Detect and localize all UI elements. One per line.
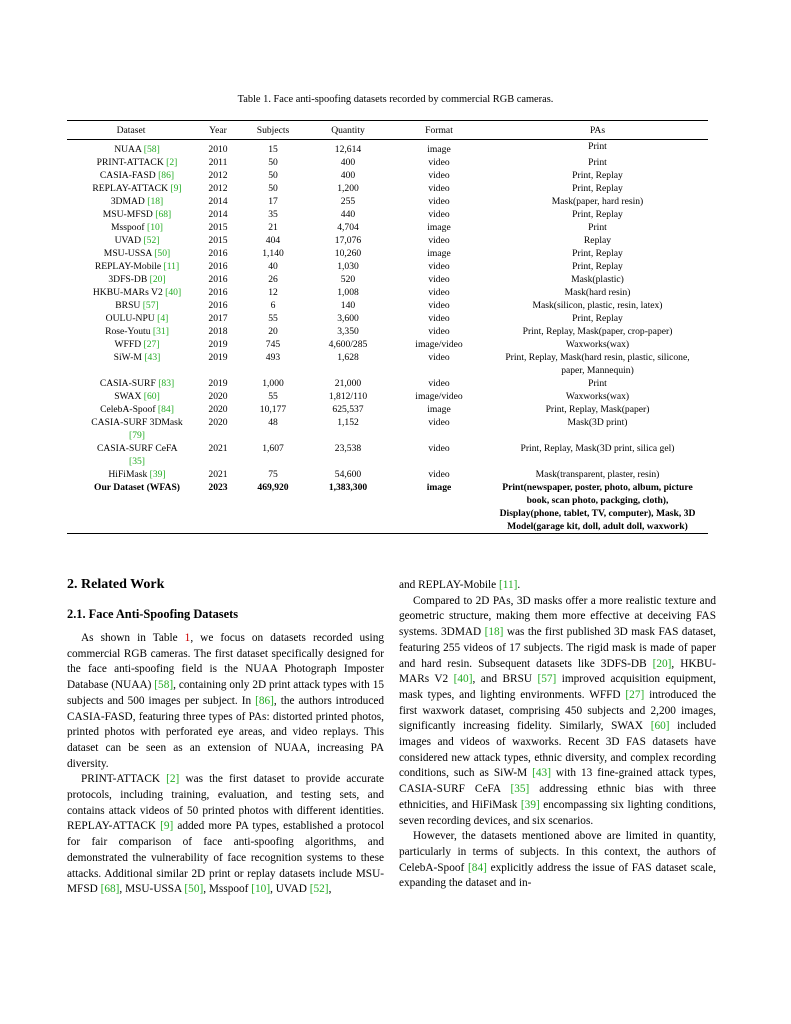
cell-format: video — [428, 196, 450, 207]
dataset-name: CASIA-SURF — [99, 378, 156, 389]
citation-link[interactable]: [60] — [650, 720, 670, 733]
cell-year: 2020 — [208, 391, 228, 402]
citation-link[interactable]: [27] — [143, 339, 160, 350]
citation-link[interactable]: [84] — [157, 404, 174, 415]
cell-dataset — [67, 182, 195, 195]
table-row — [67, 299, 708, 312]
cell-dataset — [67, 273, 195, 286]
text-span: explicitly address the issue of FAS dataset scale, expanding the dataset and in- — [399, 861, 716, 890]
cell-subjects: 50 — [268, 183, 278, 194]
datasets-table — [67, 120, 708, 534]
text-span: , UVAD — [270, 883, 310, 896]
text-span: , and BRSU — [472, 673, 538, 686]
paragraph — [67, 631, 384, 772]
citation-link[interactable]: [50] — [184, 883, 204, 896]
citation-link[interactable]: [83] — [158, 378, 175, 389]
cell-year: 2016 — [208, 248, 228, 259]
cell-pas: Print, Replay — [572, 313, 623, 324]
text-span: , Msspoof — [203, 883, 252, 896]
cell-year: 2020 — [208, 417, 228, 428]
citation-link[interactable]: [68] — [155, 209, 172, 220]
table-row — [67, 182, 708, 195]
cell-quantity: 1,628 — [337, 352, 359, 363]
table-row — [67, 377, 708, 390]
citation-link[interactable]: [60] — [143, 391, 160, 402]
cell-year: 2016 — [208, 274, 228, 285]
dataset-name: CASIA-FASD — [99, 170, 156, 181]
dataset-name: OULU-NPU — [105, 313, 155, 324]
table-row — [67, 416, 708, 442]
cell-quantity: 3,600 — [337, 313, 359, 324]
citation-link[interactable]: [20] — [652, 657, 672, 670]
cell-dataset — [67, 195, 195, 208]
text-span: and REPLAY-Mobile — [399, 579, 499, 591]
header-pas: PAs — [589, 124, 606, 136]
cell-subjects: 469,920 — [257, 482, 289, 493]
cell-subjects: 35 — [268, 209, 278, 220]
citation-link[interactable]: [68] — [100, 883, 120, 896]
cell-quantity: 140 — [340, 300, 356, 311]
cell-quantity: 4,600/285 — [328, 339, 368, 350]
citation-link[interactable]: [57] — [142, 300, 159, 311]
text-span: introduced the first waxwork dataset, comprising 450 subjects and 2,200 images, significantly increasing fidelity. Similarly, SWAX — [399, 688, 717, 733]
cell-pas: Print, Replay — [572, 248, 623, 259]
table-row — [67, 169, 708, 182]
cell-dataset — [67, 208, 195, 221]
dataset-name: Msspoof — [111, 222, 145, 233]
citation-link[interactable]: [2] — [166, 157, 178, 168]
table-row — [67, 195, 708, 208]
text-span: with 13 fine-grained attack types, CASIA-SURF CeFA — [399, 767, 717, 796]
table-row — [67, 390, 708, 403]
cell-quantity: 1,200 — [337, 183, 359, 194]
cell-dataset — [67, 377, 195, 390]
cell-subjects: 745 — [265, 339, 281, 350]
cell-quantity: 1,030 — [337, 261, 359, 272]
cell-format: image — [427, 404, 451, 415]
citation-link[interactable]: [40] — [453, 673, 473, 686]
cell-pas: Print, Replay — [572, 183, 623, 194]
citation-link[interactable]: [35] — [129, 456, 145, 467]
cell-subjects: 6 — [270, 300, 276, 311]
cell-dataset — [67, 338, 195, 351]
cell-year: 2018 — [208, 326, 228, 337]
cell-quantity: 400 — [340, 157, 356, 168]
cell-dataset — [67, 468, 195, 481]
text-span: , the authors introduced CASIA-FASD, featuring three types of PAs: distorted printed photos, printed photos with perforated eye areas, and video replays. This dataset can be seen as an extension of NUAA, increasing PA diversity. — [67, 694, 384, 770]
table-caption: Table 1. Face anti-spoofing datasets recorded by commercial RGB cameras. — [237, 94, 554, 105]
text-span: addressing ethnic bias with three ethnicities, and HiFiMask — [399, 783, 716, 811]
cell-year: 2015 — [208, 235, 228, 246]
cell-dataset — [67, 247, 195, 260]
header-dataset: Dataset — [116, 124, 146, 136]
citation-link[interactable]: [58] — [154, 679, 174, 692]
cell-dataset — [67, 390, 195, 403]
cell-dataset — [67, 403, 195, 416]
text-span: Compared to 2D PAs, 3D masks offer a more realistic texture and geometric structure, making them more effective at deceiving FAS systems. 3DMAD — [399, 594, 716, 639]
paragraph — [67, 772, 384, 898]
dataset-name: SiW-M — [113, 352, 142, 363]
citation-link[interactable]: [20] — [149, 274, 166, 285]
cell-format: video — [428, 417, 450, 428]
citation-link[interactable]: [4] — [157, 313, 169, 324]
cell-format: video — [428, 287, 450, 298]
table-row — [67, 481, 708, 534]
subsection-title: 2.1. Face Anti-Spoofing Datasets — [67, 607, 239, 621]
cell-format: video — [428, 235, 450, 246]
cell-subjects: 20 — [268, 326, 278, 337]
cell-quantity: 440 — [340, 209, 356, 220]
cell-pas: Print, Replay — [572, 170, 623, 181]
cell-pas: Waxworks(wax) — [565, 391, 630, 402]
cell-pas: Print(newspaper, poster, photo, album, picture book, scan photo, packging, cloth), Display(phone, tablet, TV, computer), Mask, 3D Model(garage kit, doll, adult doll, waxwork) — [499, 482, 696, 532]
citation-link[interactable]: [10] — [147, 222, 163, 233]
table-row — [67, 286, 708, 299]
citation-link[interactable]: [43] — [144, 352, 161, 363]
text-span: . — [517, 579, 521, 591]
cell-pas: Print — [588, 222, 607, 233]
text-span: encompassing six lighting conditions, seven recording devices, and six scenarios. — [399, 798, 717, 827]
cell-format: video — [428, 170, 450, 181]
cell-quantity: 3,350 — [337, 326, 359, 337]
text-span: PRINT-ATTACK — [81, 773, 167, 786]
dataset-name: BRSU — [115, 300, 141, 311]
text-span: improved acquisition equipment, mask types, and lighting environments. WFFD — [399, 673, 716, 701]
table-row — [67, 325, 708, 338]
cell-subjects: 1,000 — [262, 378, 284, 389]
cell-format: video — [428, 352, 450, 363]
cell-year: 2016 — [208, 300, 228, 311]
paragraph — [399, 829, 716, 892]
cell-pas: Print, Replay — [572, 209, 623, 220]
cell-subjects: 1,607 — [262, 443, 284, 454]
cell-format: image/video — [415, 391, 463, 402]
cell-subjects: 17 — [268, 196, 278, 207]
cell-subjects: 48 — [268, 417, 278, 428]
citation-link[interactable]: [84] — [468, 861, 487, 874]
citation-link[interactable]: [35] — [510, 783, 530, 796]
cell-subjects: 40 — [268, 261, 278, 272]
cell-format: image — [427, 222, 451, 233]
cell-year: 2017 — [208, 313, 228, 324]
cell-year: 2012 — [208, 170, 228, 181]
cell-subjects: 50 — [268, 157, 278, 168]
cell-year: 2019 — [208, 339, 228, 350]
cell-format: video — [428, 274, 450, 285]
table-row — [67, 312, 708, 325]
citation-link[interactable]: [58] — [143, 144, 160, 155]
cell-pas: Print — [588, 378, 607, 389]
cell-dataset — [67, 299, 195, 312]
citation-link[interactable]: [11] — [163, 261, 180, 272]
cell-year: 2019 — [208, 352, 228, 363]
cell-format: video — [428, 326, 450, 337]
cell-year: 2021 — [208, 469, 228, 480]
cell-pas: Print, Replay, Mask(paper, crop-paper) — [522, 326, 673, 337]
dataset-name: MSU-MFSD — [102, 209, 153, 220]
cell-dataset — [67, 351, 195, 377]
citation-link[interactable]: [39] — [149, 469, 166, 480]
dataset-name: SWAX — [114, 391, 142, 402]
citation-link[interactable]: [18] — [484, 626, 504, 639]
table-row — [67, 468, 708, 481]
text-span: As shown in Table — [81, 632, 185, 644]
cell-year: 2012 — [208, 183, 228, 194]
dataset-name: CASIA-SURF CeFA — [96, 443, 178, 454]
dataset-name: HKBU-MARs V2 — [92, 287, 163, 298]
cell-quantity: 12,614 — [334, 144, 362, 155]
table-row — [67, 273, 708, 286]
dataset-name: UVAD — [114, 235, 142, 246]
cell-pas: Print — [588, 141, 607, 152]
table-row — [67, 221, 708, 234]
table-body — [67, 140, 708, 534]
dataset-name: CASIA-SURF 3DMask — [91, 417, 183, 428]
cell-year: 2023 — [208, 482, 228, 493]
text-span: was the first dataset to provide accurate protocols, including training, evaluation, and testing sets, and contains attack videos of 50 printed photos with different identities. REPLAY-ATTACK — [67, 773, 384, 833]
table-row — [67, 442, 708, 468]
dataset-name: NUAA — [114, 144, 142, 155]
table-row — [67, 234, 708, 247]
table-row — [67, 351, 708, 377]
left-column — [67, 575, 384, 898]
table-row — [67, 403, 708, 416]
citation-link[interactable]: [39] — [520, 798, 540, 811]
dataset-name: REPLAY-ATTACK — [92, 183, 169, 194]
cell-pas: Print — [588, 157, 607, 168]
citation-link[interactable]: [2] — [166, 773, 180, 786]
cell-format: image — [427, 144, 451, 155]
cell-dataset — [67, 156, 195, 169]
cell-quantity: 54,600 — [334, 469, 362, 480]
header-quantity: Quantity — [331, 124, 365, 136]
cell-year: 2015 — [208, 222, 228, 233]
citation-link[interactable]: [27] — [625, 688, 645, 701]
cell-format: video — [428, 300, 450, 311]
citation-link[interactable]: [86] — [255, 694, 274, 707]
cell-year: 2011 — [208, 157, 228, 168]
cell-subjects: 21 — [268, 222, 278, 233]
citation-link[interactable]: [79] — [129, 430, 145, 441]
cell-dataset — [67, 416, 195, 442]
cell-pas: Print, Replay — [572, 261, 623, 272]
text-span: , MSU-USSA — [119, 883, 185, 896]
cell-pas: Print, Replay, Mask(hard resin, plastic, silicone, paper, Mannequin) — [505, 352, 690, 376]
citation-link[interactable]: [9] — [160, 820, 174, 833]
header-format: Format — [425, 124, 453, 136]
cell-year: 2016 — [208, 261, 228, 272]
cell-format: video — [428, 378, 450, 389]
cell-quantity: 17,076 — [334, 235, 362, 246]
dataset-name: REPLAY-Mobile — [94, 261, 162, 272]
cell-quantity: 400 — [340, 170, 356, 181]
cell-subjects: 404 — [265, 235, 281, 246]
cell-year: 2014 — [208, 209, 228, 220]
cell-quantity: 1,008 — [337, 287, 359, 298]
section-title: 2. Related Work — [67, 577, 165, 592]
citation-link[interactable]: [11] — [499, 579, 518, 591]
cell-quantity: 520 — [340, 274, 356, 285]
cell-dataset — [67, 234, 195, 247]
table-row — [67, 140, 708, 157]
dataset-name: PRINT-ATTACK — [96, 157, 164, 168]
cell-subjects: 12 — [268, 287, 278, 298]
cell-dataset — [67, 312, 195, 325]
cell-subjects: 55 — [268, 391, 278, 402]
table-row — [67, 338, 708, 351]
dataset-name: HiFiMask — [108, 469, 148, 480]
table-reference-link[interactable]: 1 — [184, 632, 191, 644]
cell-quantity: 1,152 — [337, 417, 359, 428]
cell-year: 2020 — [208, 404, 228, 415]
cell-subjects: 15 — [268, 144, 278, 155]
text-span: , HKBU-MARs V2 — [399, 657, 716, 686]
text-span: added more PA types, established a protocol for fair comparison of face anti-spoofing algorithms, and demonstrated the vulnerability of face recognition systems to these attacks. Additional similar 2D print or replay datasets include MSU-MFSD — [67, 820, 384, 896]
table-row — [67, 156, 708, 169]
cell-dataset — [67, 169, 195, 182]
cell-pas: Waxworks(wax) — [565, 339, 630, 350]
cell-subjects: 26 — [268, 274, 278, 285]
cell-format: video — [428, 443, 450, 454]
cell-dataset — [67, 325, 195, 338]
cell-dataset — [67, 221, 195, 234]
cell-format: image/video — [415, 339, 463, 350]
cell-year: 2014 — [208, 196, 228, 207]
cell-pas: Mask(silicon, plastic, resin, latex) — [532, 300, 663, 311]
table-row — [67, 208, 708, 221]
cell-quantity: 625,537 — [332, 404, 364, 415]
cell-format: video — [428, 261, 450, 272]
citation-link[interactable]: [9] — [170, 183, 182, 194]
cell-pas: Mask(3D print) — [567, 417, 628, 428]
citation-link[interactable]: [10] — [251, 883, 271, 896]
cell-format: video — [428, 313, 450, 324]
citation-link[interactable]: [40] — [165, 287, 182, 298]
header-subjects: Subjects — [256, 124, 290, 136]
citation-link[interactable]: [52] — [309, 883, 329, 896]
cell-pas: Print, Replay, Mask(3D print, silica gel) — [520, 443, 675, 454]
cell-format: video — [428, 469, 450, 480]
dataset-name: Our Dataset (WFAS) — [94, 482, 180, 493]
cell-subjects: 55 — [268, 313, 278, 324]
cell-year: 2010 — [208, 144, 228, 155]
cell-format: image — [427, 248, 451, 259]
text-span: , containing only 2D print attack types with 15 subjects and 500 images per subject. In — [67, 679, 384, 707]
cell-quantity: 4,704 — [337, 222, 359, 233]
citation-link[interactable]: [43] — [532, 767, 551, 780]
cell-quantity: 255 — [340, 196, 356, 207]
cell-pas: Replay — [583, 235, 612, 246]
cell-quantity: 1,383,300 — [328, 482, 368, 493]
cell-format: image — [426, 482, 452, 493]
table-row — [67, 260, 708, 273]
cell-quantity: 10,260 — [334, 248, 362, 259]
paragraph — [399, 594, 716, 830]
cell-dataset — [67, 442, 195, 468]
cell-year: 2019 — [208, 378, 228, 389]
text-span: included images and videos of waxworks. Recent 3D FAS datasets have considered new attack types, ethnic diversity, and complex recording conditions, such as SiW-M — [399, 720, 716, 780]
paragraph — [399, 578, 716, 594]
dataset-name: Rose-Youtu — [105, 326, 151, 337]
dataset-name: CelebA-Spoof — [100, 404, 156, 415]
citation-link[interactable]: [50] — [154, 248, 171, 259]
cell-quantity: 1,812/110 — [328, 391, 368, 402]
text-span: However, the datasets mentioned above are limited in quantity, particularly in terms of subjects. In this context, the authors of CelebA-Spoof — [399, 830, 716, 874]
cell-dataset — [67, 140, 195, 157]
cell-format: video — [428, 183, 450, 194]
cell-year: 2021 — [208, 443, 228, 454]
text-span: , we focus on datasets recorded using commercial RGB cameras. The first dataset specifically designed for the face anti-spoofing field is the NUAA Photograph Imposter Database (NUAA) — [67, 632, 384, 692]
cell-subjects: 75 — [268, 469, 278, 480]
cell-quantity: 21,000 — [334, 378, 362, 389]
cell-subjects: 1,140 — [262, 248, 284, 259]
cell-pas: Mask(hard resin) — [564, 287, 631, 298]
table-header — [67, 121, 708, 140]
cell-dataset — [67, 481, 195, 534]
cell-year: 2016 — [208, 287, 228, 298]
cell-format: video — [428, 209, 450, 220]
dataset-name: WFFD — [114, 339, 142, 350]
dataset-name: MSU-USSA — [103, 248, 152, 259]
cell-quantity: 23,538 — [334, 443, 362, 454]
text-span: , — [328, 883, 332, 896]
cell-dataset — [67, 260, 195, 273]
citation-link[interactable]: [86] — [158, 170, 175, 181]
cell-subjects: 493 — [265, 352, 281, 363]
cell-pas: Mask(paper, hard resin) — [551, 196, 644, 207]
citation-link[interactable]: [57] — [537, 673, 557, 686]
dataset-name: 3DFS-DB — [108, 274, 148, 285]
cell-subjects: 10,177 — [259, 404, 287, 415]
text-span: was the first published 3D mask FAS dataset, featuring 255 videos of 17 subjects. The rigid mask is made of paper and hard resin. Subsequent datasets like 3DFS-DB — [399, 626, 716, 670]
table-row — [67, 247, 708, 260]
cell-subjects: 50 — [268, 170, 278, 181]
dataset-name: 3DMAD — [110, 196, 145, 207]
cell-pas: Mask(transparent, plaster, resin) — [535, 469, 660, 480]
citation-link[interactable]: [31] — [152, 326, 169, 337]
citation-link[interactable]: [18] — [147, 196, 164, 207]
cell-format: video — [428, 157, 450, 168]
cell-pas: Print, Replay, Mask(paper) — [545, 404, 650, 415]
cell-dataset — [67, 286, 195, 299]
right-column — [399, 578, 716, 892]
cell-pas: Mask(plastic) — [571, 274, 624, 285]
citation-link[interactable]: [52] — [143, 235, 160, 246]
header-year: Year — [209, 124, 227, 136]
